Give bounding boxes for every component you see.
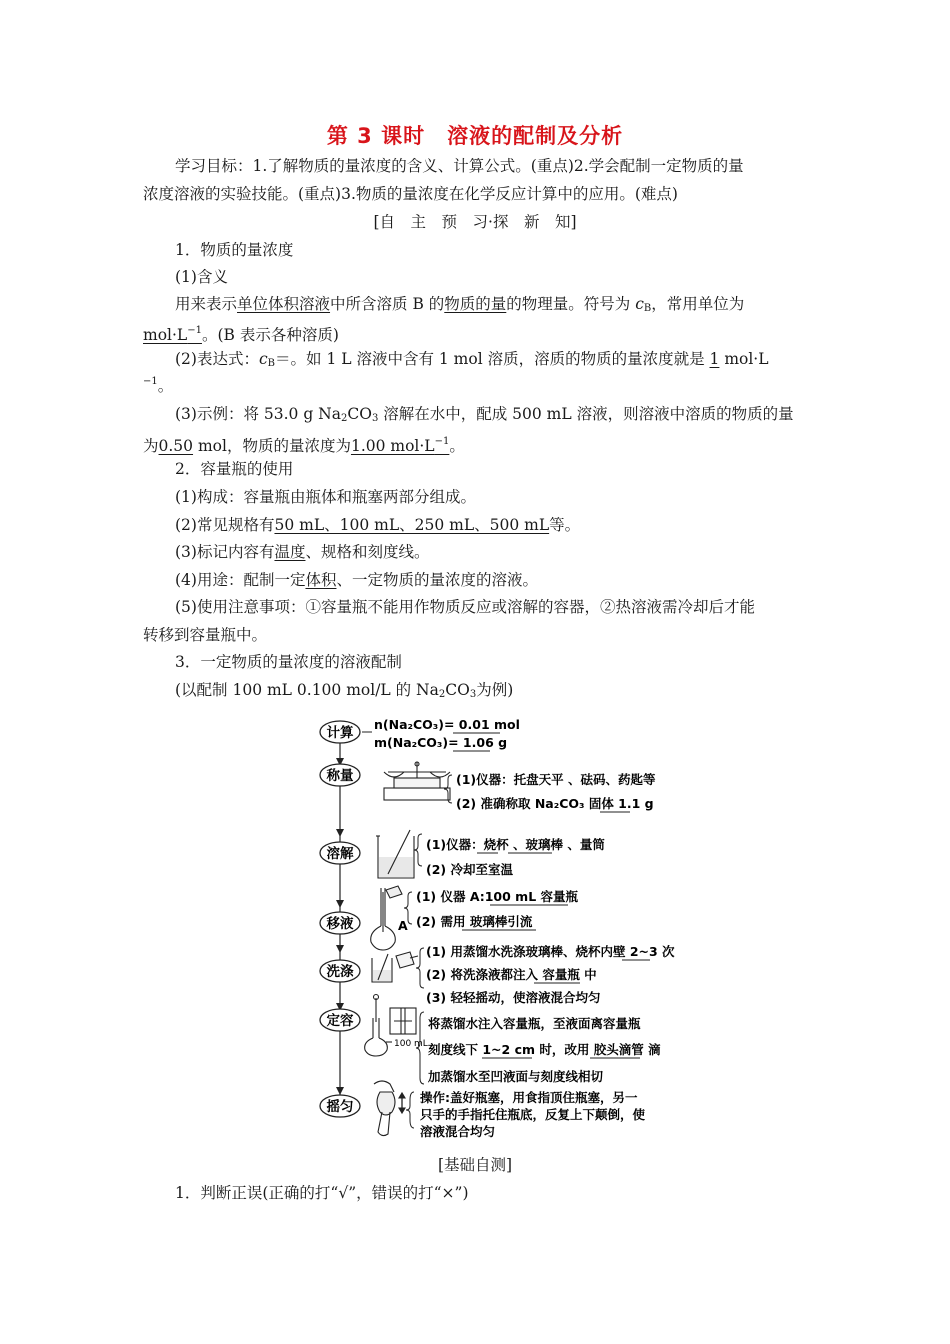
answer-blank: 0.50 bbox=[158, 437, 194, 455]
svg-text:(3) 轻轻摇动，使溶液混合均匀: (3) 轻轻摇动，使溶液混合均匀 bbox=[426, 990, 601, 1005]
svg-text:(2) 需用 玻璃棒引流: (2) 需用 玻璃棒引流 bbox=[416, 914, 533, 929]
objectives-line-2: 浓度溶液的实验技能。(重点)3.物质的量浓度在化学反应计算中的应用。(难点) bbox=[143, 185, 678, 203]
text: (3)标记内容有 bbox=[175, 543, 275, 561]
step-transfer bbox=[320, 912, 360, 934]
s1-heading: 1．物质的量浓度 bbox=[175, 241, 294, 259]
superscript: −1 bbox=[434, 436, 450, 447]
text: 用来表示 bbox=[175, 295, 238, 313]
answer-blank bbox=[351, 437, 449, 455]
unit-text: mol·L bbox=[143, 326, 188, 344]
text: mol·L bbox=[719, 350, 769, 368]
svg-text:操作:盖好瓶塞，用食指顶住瓶塞，另一: 操作:盖好瓶塞，用食指顶住瓶塞，另一 bbox=[420, 1090, 638, 1105]
text: (以配制 100 mL 0.100 mol/L 的 Na bbox=[175, 681, 439, 699]
s3-example bbox=[175, 680, 513, 705]
step-dissolve bbox=[320, 842, 360, 864]
step-fix-volume bbox=[320, 1009, 360, 1031]
subscript: 2 bbox=[438, 689, 446, 700]
superscript: −1 bbox=[143, 376, 158, 387]
solution-preparation-flowchart bbox=[310, 712, 680, 1148]
s2-item-5-cont: 转移到容量瓶中。 bbox=[143, 626, 268, 644]
s3-heading: 3．一定物质的量浓度的溶液配制 bbox=[175, 653, 402, 671]
svg-text:(2) 冷却至室温: (2) 冷却至室温 bbox=[426, 862, 513, 877]
subscript: B bbox=[267, 358, 276, 369]
text: (3)示例：将 53.0 g Na bbox=[175, 405, 341, 423]
svg-text:计算: 计算 bbox=[326, 725, 354, 741]
symbol: c bbox=[258, 350, 268, 368]
text: 溶解在水中，配成 500 mL 溶液，则溶液中溶质的物质的量 bbox=[378, 405, 794, 423]
text: 、规格和刻度线。 bbox=[305, 543, 430, 561]
s1-example-line-2 bbox=[143, 432, 465, 456]
s2-heading: 2．容量瓶的使用 bbox=[175, 460, 294, 478]
s1-expression-line bbox=[175, 349, 769, 374]
answer-blank: 50 mL、100 mL、250 mL、500 mL bbox=[274, 516, 550, 534]
wash-notes bbox=[416, 944, 675, 1005]
text: 、一定物质的量浓度的溶液。 bbox=[336, 571, 538, 589]
subscript: 3 bbox=[371, 413, 379, 424]
svg-text:n(Na₂CO₃)= 0.01 mol: n(Na₂CO₃)= 0.01 mol bbox=[374, 717, 520, 732]
text: 。(B 表示各种溶质) bbox=[201, 326, 339, 344]
subscript: 3 bbox=[469, 689, 477, 700]
shake-notes bbox=[406, 1090, 646, 1139]
svg-text:(1)仪器：托盘天平 、砝码、药匙等: (1)仪器：托盘天平 、砝码、药匙等 bbox=[456, 772, 656, 787]
text: (2)常见规格有 bbox=[175, 516, 275, 534]
step-weigh bbox=[320, 764, 360, 786]
dissolve-notes bbox=[414, 834, 605, 877]
fix-notes bbox=[416, 1012, 661, 1084]
objectives-line-1: 学习目标：1.了解物质的量浓度的含义、计算公式。(重点)2.学会配制一定物质的量 bbox=[175, 157, 744, 175]
step-shake bbox=[320, 1095, 360, 1117]
s1-meaning-line bbox=[175, 294, 744, 319]
text: 。 bbox=[449, 437, 465, 455]
text: 中所含溶质 B 的 bbox=[330, 295, 445, 313]
flask-label-a: A bbox=[398, 918, 408, 933]
text: ，常用单位为 bbox=[651, 295, 745, 313]
svg-text:定容: 定容 bbox=[326, 1013, 354, 1029]
text: 。 bbox=[157, 377, 174, 395]
svg-text:(2) 将洗涤液都注入 容量瓶 中: (2) 将洗涤液都注入 容量瓶 中 bbox=[426, 967, 597, 982]
svg-text:溶解: 溶解 bbox=[326, 846, 354, 862]
balance-icon bbox=[384, 762, 450, 800]
superscript: −1 bbox=[187, 325, 202, 336]
svg-text:摇匀: 摇匀 bbox=[326, 1099, 354, 1115]
s1-meaning-label: (1)含义 bbox=[175, 268, 228, 286]
answer-blank: 温度 bbox=[274, 543, 306, 561]
answer-blank: 单位体积溶液 bbox=[237, 295, 331, 313]
subscript: 2 bbox=[340, 413, 348, 424]
wash-icon bbox=[372, 952, 418, 982]
transfer-notes bbox=[404, 889, 579, 930]
svg-text:(1)仪器：烧杯 、玻璃棒 、量筒: (1)仪器：烧杯 、玻璃棒 、量筒 bbox=[426, 837, 605, 852]
page-title: 第 3 课时 溶液的配制及分析 bbox=[326, 124, 624, 148]
section-heading-basic-test: [基础自测] bbox=[437, 1156, 513, 1174]
s2-item-2 bbox=[175, 515, 580, 535]
beaker-icon bbox=[376, 830, 414, 878]
weigh-notes bbox=[444, 772, 656, 812]
svg-text:刻度线下 1~2 cm 时，改用 胶头滴管 滴: 刻度线下 1~2 cm 时，改用 胶头滴管 滴 bbox=[428, 1042, 661, 1057]
svg-text:移液: 移液 bbox=[326, 916, 354, 932]
answer-blank: 1 bbox=[709, 350, 720, 368]
step-wash bbox=[320, 960, 360, 982]
s1-unit-line bbox=[143, 321, 339, 345]
text: (2)表达式： bbox=[175, 350, 259, 368]
text: 为 bbox=[143, 437, 159, 455]
svg-text:m(Na₂CO₃)= 1.06 g: m(Na₂CO₃)= 1.06 g bbox=[374, 735, 508, 750]
svg-text:溶液混合均匀: 溶液混合均匀 bbox=[420, 1124, 496, 1139]
subscript: B bbox=[643, 303, 652, 314]
svg-text:将蒸馏水注入容量瓶，至液面离容量瓶: 将蒸馏水注入容量瓶，至液面离容量瓶 bbox=[428, 1016, 641, 1031]
s1-expression-tail bbox=[143, 372, 173, 396]
text: 等。 bbox=[549, 516, 581, 534]
svg-text:称量: 称量 bbox=[326, 768, 354, 784]
svg-text:(2) 准确称取 Na₂CO₃ 固体 1.1 g: (2) 准确称取 Na₂CO₃ 固体 1.1 g bbox=[456, 796, 654, 811]
step-calc bbox=[320, 721, 360, 743]
flask-volume-label: 100 mL bbox=[394, 1039, 428, 1049]
text: CO bbox=[445, 681, 470, 699]
svg-text:洗涤: 洗涤 bbox=[326, 964, 354, 980]
s2-item-5: (5)使用注意事项：①容量瓶不能用作物质反应或溶解的容器，②热溶液需冷却后才能 bbox=[175, 598, 755, 616]
s1-example-line-1 bbox=[175, 404, 794, 429]
calc-notes bbox=[362, 717, 520, 751]
answer-blank: 体积 bbox=[305, 571, 337, 589]
text: 为例) bbox=[476, 681, 514, 699]
svg-text:只手的手指托住瓶底，反复上下颠倒，使: 只手的手指托住瓶底，反复上下颠倒，使 bbox=[420, 1107, 646, 1122]
svg-text:(1) 用蒸馏水洗涤玻璃棒、烧杯内壁 2~3 次: (1) 用蒸馏水洗涤玻璃棒、烧杯内壁 2~3 次 bbox=[426, 944, 675, 959]
section-heading-preview: [自 主 预 习·探 新 知] bbox=[373, 213, 577, 231]
shake-hand-icon bbox=[374, 1081, 405, 1136]
text: 的物理量。符号为 bbox=[506, 295, 636, 313]
answer-blank: 物质的量 bbox=[444, 295, 507, 313]
svg-text:(1) 仪器 A:100 mL 容量瓶: (1) 仪器 A:100 mL 容量瓶 bbox=[416, 889, 579, 904]
unit-text: 1.00 mol·L bbox=[350, 437, 435, 455]
text: (4)用途：配制一定 bbox=[175, 571, 306, 589]
text: CO bbox=[347, 405, 372, 423]
symbol: c bbox=[635, 295, 644, 313]
s2-item-3 bbox=[175, 542, 430, 562]
text: mol，物质的量浓度为 bbox=[193, 437, 351, 455]
text: ＝。如 1 L 溶液中含有 1 mol 溶质，溶质的物质的量浓度就是 bbox=[275, 350, 710, 368]
svg-text:加蒸馏水至凹液面与刻度线相切: 加蒸馏水至凹液面与刻度线相切 bbox=[428, 1069, 604, 1084]
question-1: 1．判断正误(正确的打“√”，错误的打“×”) bbox=[175, 1184, 469, 1202]
s2-item-4 bbox=[175, 570, 538, 590]
s2-item-1: (1)构成：容量瓶由瓶体和瓶塞两部分组成。 bbox=[175, 488, 476, 506]
answer-blank bbox=[143, 326, 202, 344]
